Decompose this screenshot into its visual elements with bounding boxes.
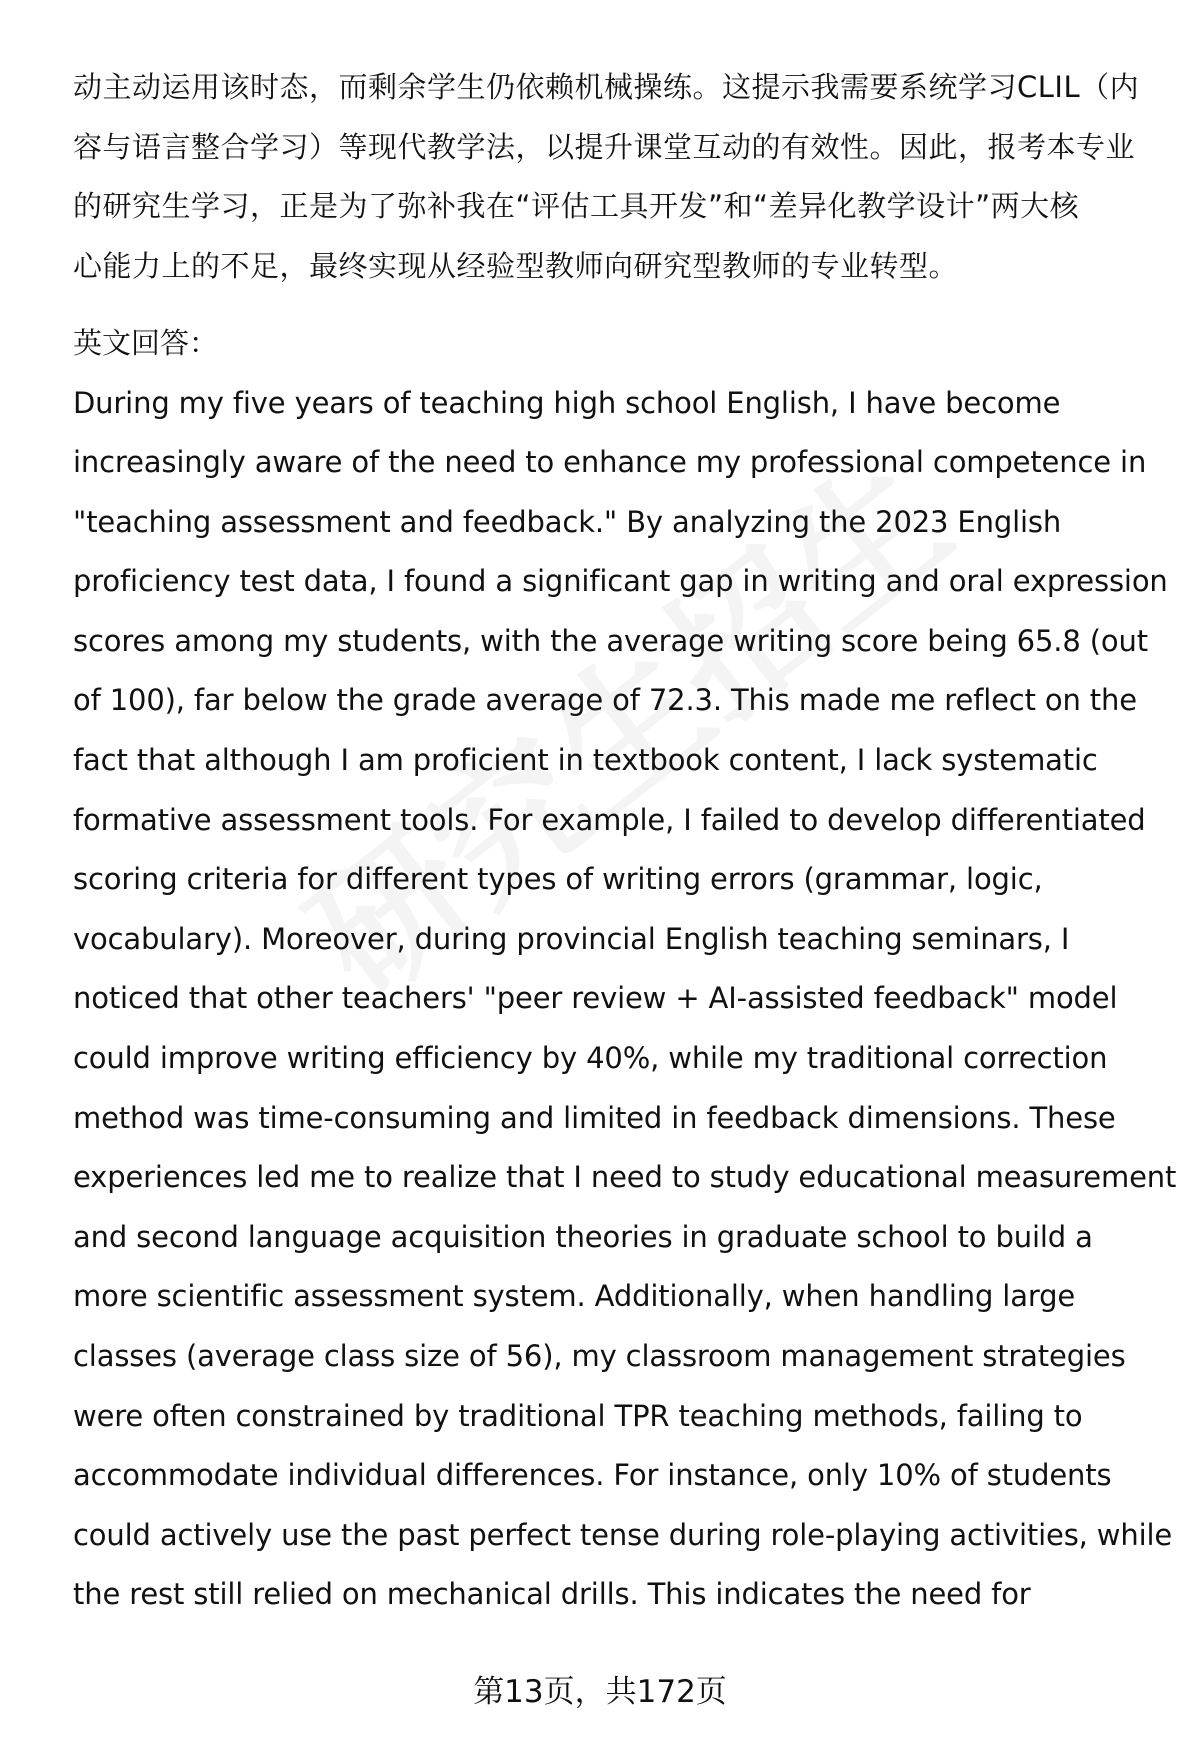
text-line: scores among my students, with the average writing score being 65.8 (out (73, 623, 1148, 658)
text-line: noticed that other teachers' "peer review + AI-assisted feedback" model (73, 981, 1118, 1016)
text-line: proficiency test data, I found a significant gap in writing and oral expression (73, 564, 1168, 599)
text-line: 容与语言整合学习）等现代教学法，以提升课堂互动的有效性。因此，报考本专业 (73, 129, 1136, 164)
text-line: the rest still relied on mechanical drills. This indicates the need for (73, 1577, 1031, 1612)
text-line: During my five years of teaching high school English, I have become (73, 385, 1061, 420)
text-line: fact that although I am proficient in textbook content, I lack systematic (73, 743, 1098, 778)
text-line: more scientific assessment system. Additionally, when handling large (73, 1279, 1076, 1314)
text-line: scoring criteria for different types of writing errors (grammar, logic, (73, 862, 1043, 897)
english-paragraph (73, 374, 1177, 1625)
text-line: could actively use the past perfect tense during role-playing activities, while (73, 1517, 1173, 1552)
english-answer-label: 英文回答： (73, 326, 219, 360)
text-line: classes (average class size of 56), my classroom management strategies (73, 1339, 1126, 1373)
text-line: were often constrained by traditional TPR teaching methods, failing to (73, 1398, 1083, 1433)
text-line: 动主动运用该时态，而剩余学生仍依赖机械操练。这提示我需要系统学习CLIL（内 (73, 70, 1140, 104)
text-line: accommodate individual differences. For instance, only 10% of students (73, 1458, 1112, 1493)
text-line: 的研究生学习，正是为了弥补我在“评估工具开发”和“差异化教学设计”两大核 (73, 189, 1080, 223)
page-content (73, 58, 1177, 1625)
text-line: 心能力上的不足，最终实现从经验型教师向研究型教师的专业转型。 (73, 248, 959, 283)
text-line: method was time-consuming and limited in feedback dimensions. These (73, 1100, 1116, 1135)
chinese-paragraph (73, 58, 1153, 296)
text-line: "teaching assessment and feedback." By analyzing the 2023 English (73, 504, 1062, 539)
page-number-footer: 第13页，共172页 (473, 1674, 727, 1710)
text-line: could improve writing efficiency by 40%, while my traditional correction (73, 1041, 1108, 1076)
text-line: and second language acquisition theories in graduate school to build a (73, 1219, 1093, 1254)
text-line: experiences led me to realize that I need to study educational measurement (73, 1160, 1177, 1195)
text-line: increasingly aware of the need to enhance my professional competence in (73, 445, 1147, 480)
text-line: of 100), far below the grade average of 72.3. This made me reflect on the (73, 683, 1137, 718)
text-line: vocabulary). Moreover, during provincial English teaching seminars, I (73, 921, 1070, 956)
text-line: formative assessment tools. For example, I failed to develop differentiated (73, 802, 1146, 837)
